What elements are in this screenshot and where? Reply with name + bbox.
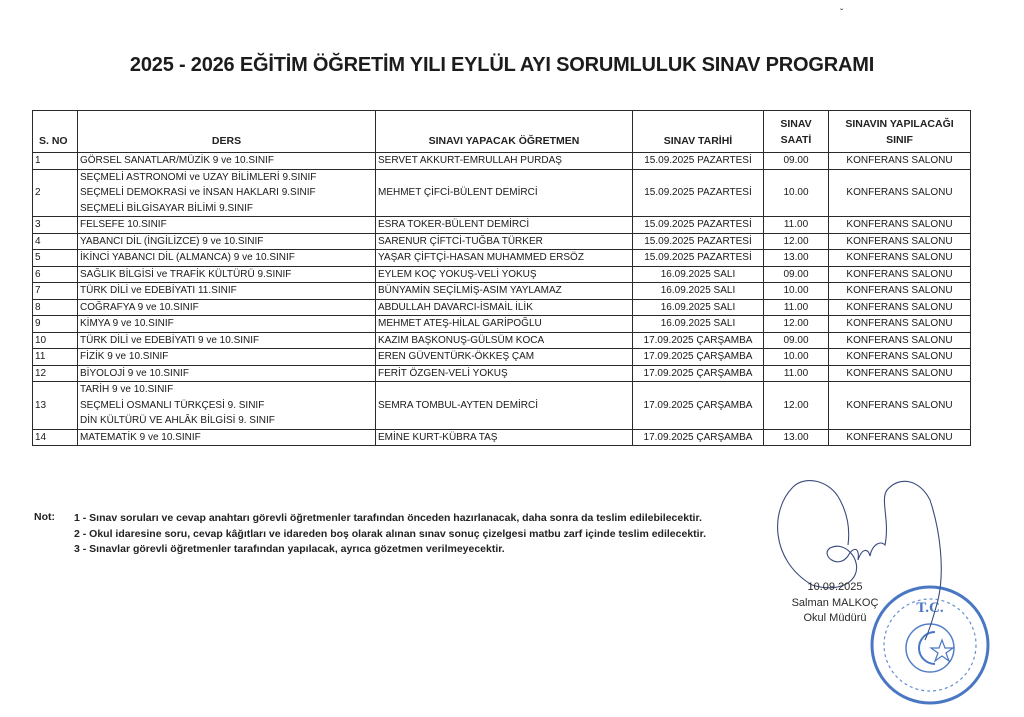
cell-teacher: EMİNE KURT-KÜBRA TAŞ xyxy=(376,429,633,446)
cell-teacher: SERVET AKKURT-EMRULLAH PURDAŞ xyxy=(376,153,633,170)
cell-room: KONFERANS SALONU xyxy=(829,349,971,366)
ders-line: İKİNCİ YABANCI DİL (ALMANCA) 9 ve 10.SINIF xyxy=(80,252,295,263)
ders-line: FELSEFE 10.SINIF xyxy=(80,219,167,230)
cell-sno: 12 xyxy=(33,365,78,382)
header-room-line1: SINAVIN YAPILACAĞI xyxy=(845,117,954,130)
cell-sno: 10 xyxy=(33,332,78,349)
ders-line: YABANCI DİL (İNGİLİZCE) 9 ve 10.SINIF xyxy=(80,235,264,247)
header-sno: S. NO xyxy=(33,111,78,153)
cell-date: 16.09.2025 SALI xyxy=(633,316,764,333)
page-title: 2025 - 2026 EĞİTİM ÖĞRETİM YILI EYLÜL AYI SORUMLULUK SINAV PROGRAMI xyxy=(129,54,875,76)
cell-sno: 4 xyxy=(33,233,78,250)
header-ders: DERS xyxy=(78,111,376,153)
cell-date: 17.09.2025 ÇARŞAMBA xyxy=(633,429,764,446)
cell-sno: 3 xyxy=(33,217,78,234)
cell-time: 12.00 xyxy=(764,382,829,430)
ders-line: FİZİK 9 ve 10.SINIF xyxy=(80,351,169,362)
cell-sno: 9 xyxy=(33,316,78,333)
cell-teacher: FERİT ÖZGEN-VELİ YOKUŞ xyxy=(376,365,633,382)
ders-line: SEÇMELİ BİLGİSAYAR BİLİMİ 9.SINIF xyxy=(80,202,254,214)
cell-room: KONFERANS SALONU xyxy=(829,153,971,170)
header-room-line2: SINIF xyxy=(886,133,913,146)
cell-sno: 7 xyxy=(33,283,78,300)
stamp-center-text: T.C. xyxy=(916,600,944,616)
cell-time: 13.00 xyxy=(764,250,829,267)
cell-sno: 14 xyxy=(33,429,78,446)
header-date: SINAV TARİHİ xyxy=(633,111,764,153)
ders-line: KİMYA 9 ve 10.SINIF xyxy=(80,318,174,329)
signature-block xyxy=(775,580,895,627)
cell-date: 17.09.2025 ÇARŞAMBA xyxy=(633,349,764,366)
ders-line: SEÇMELİ ASTRONOMİ ve UZAY BİLİMLERİ 9.SINIF xyxy=(80,171,317,183)
cell-date: 16.09.2025 SALI xyxy=(633,266,764,283)
cell-date: 15.09.2025 PAZARTESİ xyxy=(633,169,764,217)
cell-teacher: SARENUR ÇİFTCİ-TUĞBA TÜRKER xyxy=(376,233,633,250)
ders-line: TÜRK DİLİ ve EDEBİYATI 9 ve 10.SINIF xyxy=(80,334,260,346)
cell-room: KONFERANS SALONU xyxy=(829,332,971,349)
cell-room: KONFERANS SALONU xyxy=(829,316,971,333)
cell-date: 17.09.2025 ÇARŞAMBA xyxy=(633,382,764,430)
cell-time: 10.00 xyxy=(764,283,829,300)
cell-room: KONFERANS SALONU xyxy=(829,266,971,283)
cell-room: KONFERANS SALONU xyxy=(829,429,971,446)
cell-date: 17.09.2025 ÇARŞAMBA xyxy=(633,365,764,382)
ders-line: COĞRAFYA 9 ve 10.SINIF xyxy=(80,301,199,313)
header-teacher: SINAVI YAPACAK ÖĞRETMEN xyxy=(376,111,633,153)
cell-teacher: EREN GÜVENTÜRK-ÖKKEŞ ÇAM xyxy=(376,349,633,366)
cell-teacher: MEHMET ÇİFCİ-BÜLENT DEMİRCİ xyxy=(376,169,633,217)
cell-time: 12.00 xyxy=(764,316,829,333)
cell-time: 11.00 xyxy=(764,299,829,316)
ders-line: GÖRSEL SANATLAR/MÜZİK 9 ve 10.SINIF xyxy=(80,155,274,166)
note-item-2: 2 - Okul idaresine soru, cevap kâğıtları ve idareden boş olarak alınan sınav sonuç çizelgesi matbu zarf içinde teslim edilecektir. xyxy=(74,527,706,540)
cell-date: 15.09.2025 PAZARTESİ xyxy=(633,153,764,170)
cell-time: 09.00 xyxy=(764,266,829,283)
cell-teacher: MEHMET ATEŞ-HİLAL GARİPOĞLU xyxy=(376,316,633,333)
cell-teacher: ESRA TOKER-BÜLENT DEMİRCİ xyxy=(376,217,633,234)
signature-name: Salman MALKOÇ xyxy=(791,596,879,609)
cell-teacher: YAŞAR ÇİFTÇİ-HASAN MUHAMMED ERSÖZ xyxy=(376,250,633,267)
cell-room: KONFERANS SALONU xyxy=(829,169,971,217)
cell-time: 11.00 xyxy=(764,365,829,382)
cell-date: 16.09.2025 SALI xyxy=(633,283,764,300)
cell-teacher: SEMRA TOMBUL-AYTEN DEMİRCİ xyxy=(376,382,633,430)
cell-date: 15.09.2025 PAZARTESİ xyxy=(633,233,764,250)
ders-line: SAĞLIK BİLGİSİ ve TRAFİK KÜLTÜRÜ 9.SINIF xyxy=(80,268,292,280)
cell-teacher: BÜNYAMİN SEÇİLMİŞ-ASIM YAYLAMAZ xyxy=(376,283,633,300)
ders-line: BİYOLOJİ 9 ve 10.SINIF xyxy=(80,367,189,379)
cell-teacher: ABDULLAH DAVARCI-İSMAİL İLİK xyxy=(376,299,633,316)
cell-sno: 5 xyxy=(33,250,78,267)
cell-sno: 13 xyxy=(33,382,78,430)
cell-sno: 2 xyxy=(33,169,78,217)
cell-room: KONFERANS SALONU xyxy=(829,382,971,430)
cell-time: 09.00 xyxy=(764,332,829,349)
cell-room: KONFERANS SALONU xyxy=(829,250,971,267)
signature-role: Okul Müdürü xyxy=(803,612,867,624)
cell-time: 10.00 xyxy=(764,169,829,217)
ders-line: MATEMATİK 9 ve 10.SINIF xyxy=(80,431,201,443)
cell-room: KONFERANS SALONU xyxy=(829,283,971,300)
cell-sno: 8 xyxy=(33,299,78,316)
cell-room: KONFERANS SALONU xyxy=(829,233,971,250)
cell-sno: 1 xyxy=(33,153,78,170)
cell-date: 15.09.2025 PAZARTESİ xyxy=(633,217,764,234)
ders-line: DİN KÜLTÜRÜ VE AHLÂK BİLGİSİ 9. SINIF xyxy=(80,415,275,426)
cell-date: 17.09.2025 ÇARŞAMBA xyxy=(633,332,764,349)
cell-time: 13.00 xyxy=(764,429,829,446)
note-item-3: 3 - Sınavlar görevli öğretmenler tarafından yapılacak, ayrıca gözetmen verilmeyecektir. xyxy=(74,543,505,555)
ders-line: SEÇMELİ DEMOKRASİ ve İNSAN HAKLARI 9.SINIF xyxy=(80,187,316,198)
cell-teacher: KAZIM BAŞKONUŞ-GÜLSÜM KOCA xyxy=(376,332,633,349)
cell-time: 10.00 xyxy=(764,349,829,366)
ders-line: SEÇMELİ OSMANLI TÜRKÇESİ 9. SINIF xyxy=(80,399,265,411)
ders-line: TARİH 9 ve 10.SINIF xyxy=(80,384,174,395)
cell-room: KONFERANS SALONU xyxy=(829,217,971,234)
notes-label: Not: xyxy=(34,511,55,523)
cell-time: 11.00 xyxy=(764,217,829,234)
ders-line: TÜRK DİLİ ve EDEBİYATI 11.SINIF xyxy=(80,285,237,296)
header-time-line1: SINAV xyxy=(780,117,812,130)
note-item-1: 1 - Sınav soruları ve cevap anahtarı görevli öğretmenler tarafından önceden hazırlanacak, daha sonra da teslim edilebilecektir. xyxy=(74,512,702,524)
cell-date: 15.09.2025 PAZARTESİ xyxy=(633,250,764,267)
signature-date: 10.09.2025 xyxy=(807,581,863,593)
cell-teacher: EYLEM KOÇ YOKUŞ-VELİ YOKUŞ xyxy=(376,266,633,283)
cell-time: 12.00 xyxy=(764,233,829,250)
cell-date: 16.09.2025 SALI xyxy=(633,299,764,316)
header-time-line2: SAATİ xyxy=(780,133,812,146)
cell-room: KONFERANS SALONU xyxy=(829,299,971,316)
cell-room: KONFERANS SALONU xyxy=(829,365,971,382)
cell-sno: 6 xyxy=(33,266,78,283)
cell-time: 09.00 xyxy=(764,153,829,170)
corner-mark: ˇ xyxy=(840,8,844,19)
cell-sno: 11 xyxy=(33,349,78,366)
